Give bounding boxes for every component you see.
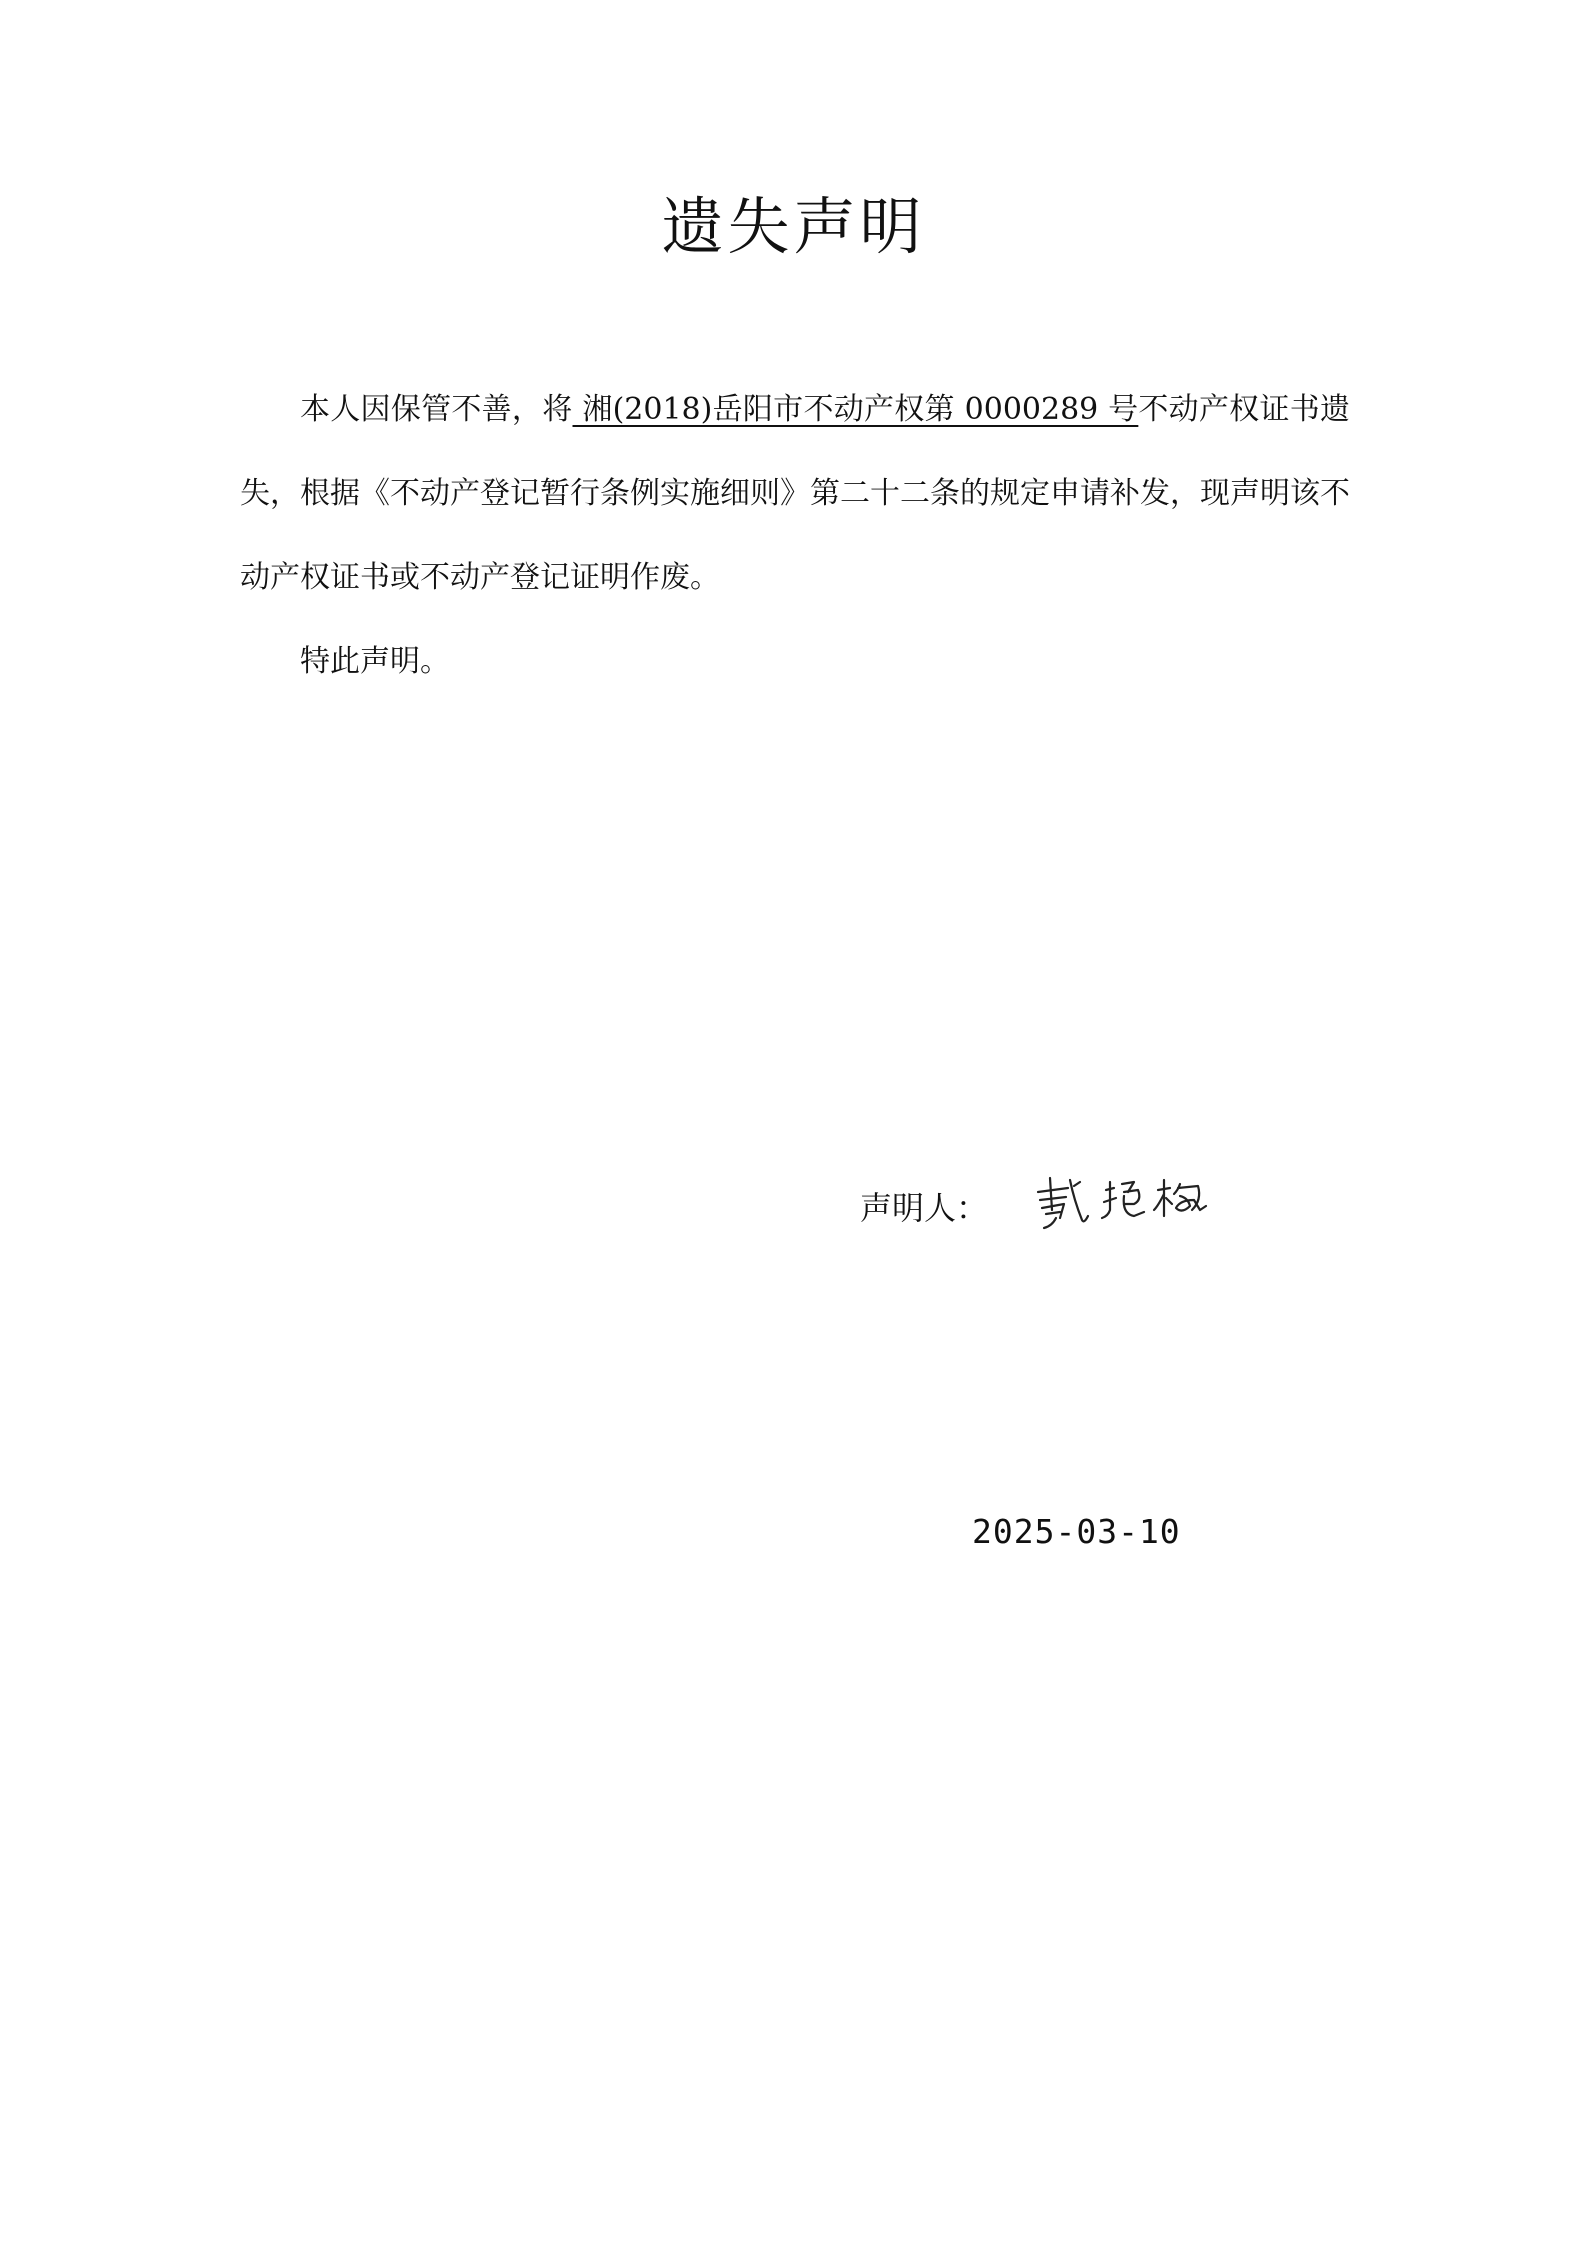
declaration-body: [240, 368, 1350, 704]
paragraph-text-before: 本人因保管不善，将: [300, 392, 573, 427]
paragraph-text-after: 不动产权证书遗失，根据《不动产登记暂行条例实施细则》第二十二条的规定申请补发，现声明该不动产权证书或不动产登记证明作废。: [240, 392, 1351, 595]
signer-block: [860, 1170, 1420, 1250]
declaration-date: 2025-03-10: [972, 1512, 1181, 1551]
signer-label: 声明人：: [860, 1189, 989, 1227]
certificate-number: 湘(2018)岳阳市不动产权第 0000289 号: [572, 392, 1139, 427]
handwritten-signature: [1030, 1170, 1230, 1240]
closing-statement: 特此声明。: [300, 644, 450, 679]
declaration-paragraph: [240, 368, 1350, 620]
document-title: 遗失声明: [661, 190, 926, 263]
